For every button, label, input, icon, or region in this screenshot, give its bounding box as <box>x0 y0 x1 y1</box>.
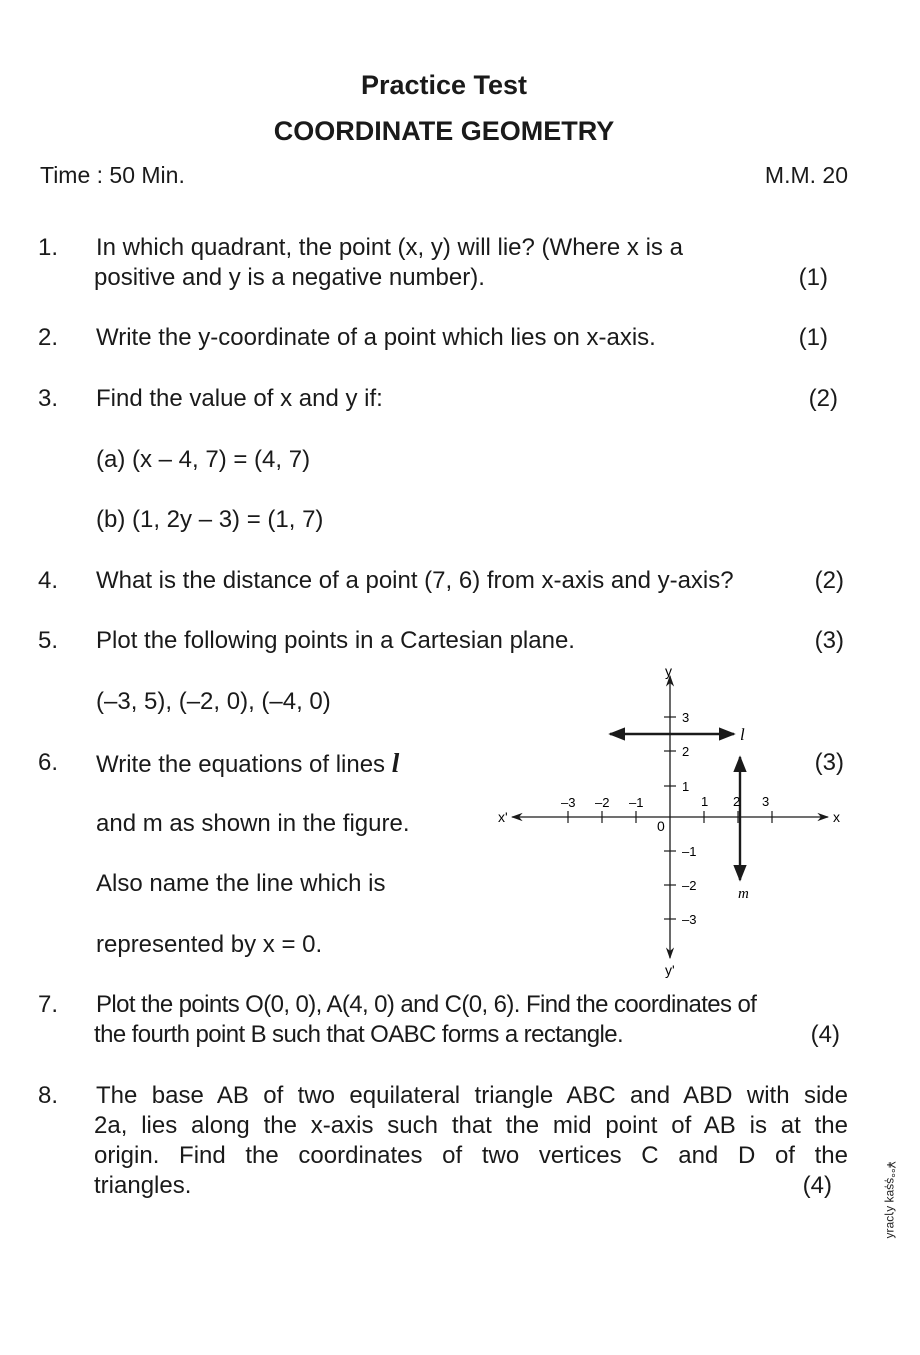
x-tick-label: 1 <box>701 794 709 809</box>
question-text: the fourth point B such that OABC forms a rectangle. <box>94 1021 624 1048</box>
question-marks: (4) <box>802 1172 832 1199</box>
line-m-label: m <box>738 886 749 902</box>
question-marks: (2) <box>814 567 844 594</box>
question-text <box>96 748 399 780</box>
question-number: 7. <box>38 991 59 1018</box>
question-number: 3. <box>38 385 59 412</box>
x-tick-label: 3 <box>762 794 770 809</box>
sub-part-b: (b) (1, 2y – 3) = (1, 7) <box>96 506 324 533</box>
question-marks: (4) <box>810 1021 840 1048</box>
question-marks: (1) <box>798 264 828 291</box>
question-text: represented by x = 0. <box>96 931 323 958</box>
question-marks: (3) <box>814 749 844 776</box>
x-tick-label: 2 <box>733 794 741 809</box>
x-tick-label: –1 <box>629 795 644 810</box>
question-text: Plot the points O(0, 0), A(4, 0) and C(0, 6). Find the coordinates of <box>96 991 757 1018</box>
question-marks: (1) <box>798 324 828 351</box>
y-tick-label: 2 <box>682 744 690 759</box>
sub-part-a: (a) (x – 4, 7) = (4, 7) <box>96 446 311 473</box>
y-tick-label: 1 <box>682 779 690 794</box>
question-number: 8. <box>38 1082 59 1109</box>
line-l-symbol: l <box>391 748 400 778</box>
question-text: 2a, lies along the x-axis such that the mid point of AB is at the <box>94 1112 848 1139</box>
question-number: 5. <box>38 627 59 654</box>
point-list: (–3, 5), (–2, 0), (–4, 0) <box>96 688 331 715</box>
question-number: 1. <box>38 234 59 261</box>
question-text-part: Write the equations of lines <box>96 751 392 778</box>
question-number: 2. <box>38 324 59 351</box>
y-axis-label: y <box>665 663 672 679</box>
page-subtitle: COORDINATE GEOMETRY <box>273 116 615 146</box>
question-text: The base AB of two equilateral triangle ABC and ABD with side <box>96 1082 848 1109</box>
x-tick-label: –3 <box>561 795 576 810</box>
question-text: Write the y-coordinate of a point which lies on x-axis. <box>96 324 656 351</box>
y-tick-label: –2 <box>682 878 697 893</box>
question-number: 6. <box>38 749 59 776</box>
x-neg-axis-label: x' <box>498 809 508 825</box>
y-tick-label: 3 <box>682 710 690 725</box>
y-neg-axis-label: y' <box>665 962 675 978</box>
question-marks: (3) <box>814 627 844 654</box>
y-tick-label: –3 <box>682 912 697 927</box>
max-marks: M.M. 20 <box>764 162 848 188</box>
page-title: Practice Test <box>360 70 528 100</box>
question-marks: (2) <box>808 385 838 412</box>
x-tick-label: –2 <box>595 795 610 810</box>
question-text: positive and y is a negative number). <box>94 264 485 291</box>
y-tick-label: –1 <box>682 844 697 859</box>
origin-label: 0 <box>657 818 665 834</box>
time-allowed: Time : 50 Min. <box>40 162 185 188</box>
margin-note-text: ¥°°șșɐʞ ʎɿɔɐɹʎ <box>884 1161 898 1239</box>
x-axis-label: x <box>833 809 840 825</box>
question-text: Plot the following points in a Cartesian plane. <box>96 627 575 654</box>
margin-note <box>868 1110 914 1290</box>
question-text: What is the distance of a point (7, 6) from x-axis and y-axis? <box>96 567 734 594</box>
coordinate-figure <box>490 660 860 985</box>
line-l-label: l <box>740 725 745 744</box>
question-text: triangles. <box>94 1172 192 1199</box>
question-text: Find the value of x and y if: <box>96 385 383 412</box>
question-text: origin. Find the coordinates of two vertices C and D of the <box>94 1142 848 1169</box>
question-text: Also name the line which is <box>96 870 386 897</box>
question-text: and m as shown in the figure. <box>96 810 410 837</box>
question-text: In which quadrant, the point (x, y) will lie? (Where x is a <box>96 234 683 261</box>
question-number: 4. <box>38 567 59 594</box>
